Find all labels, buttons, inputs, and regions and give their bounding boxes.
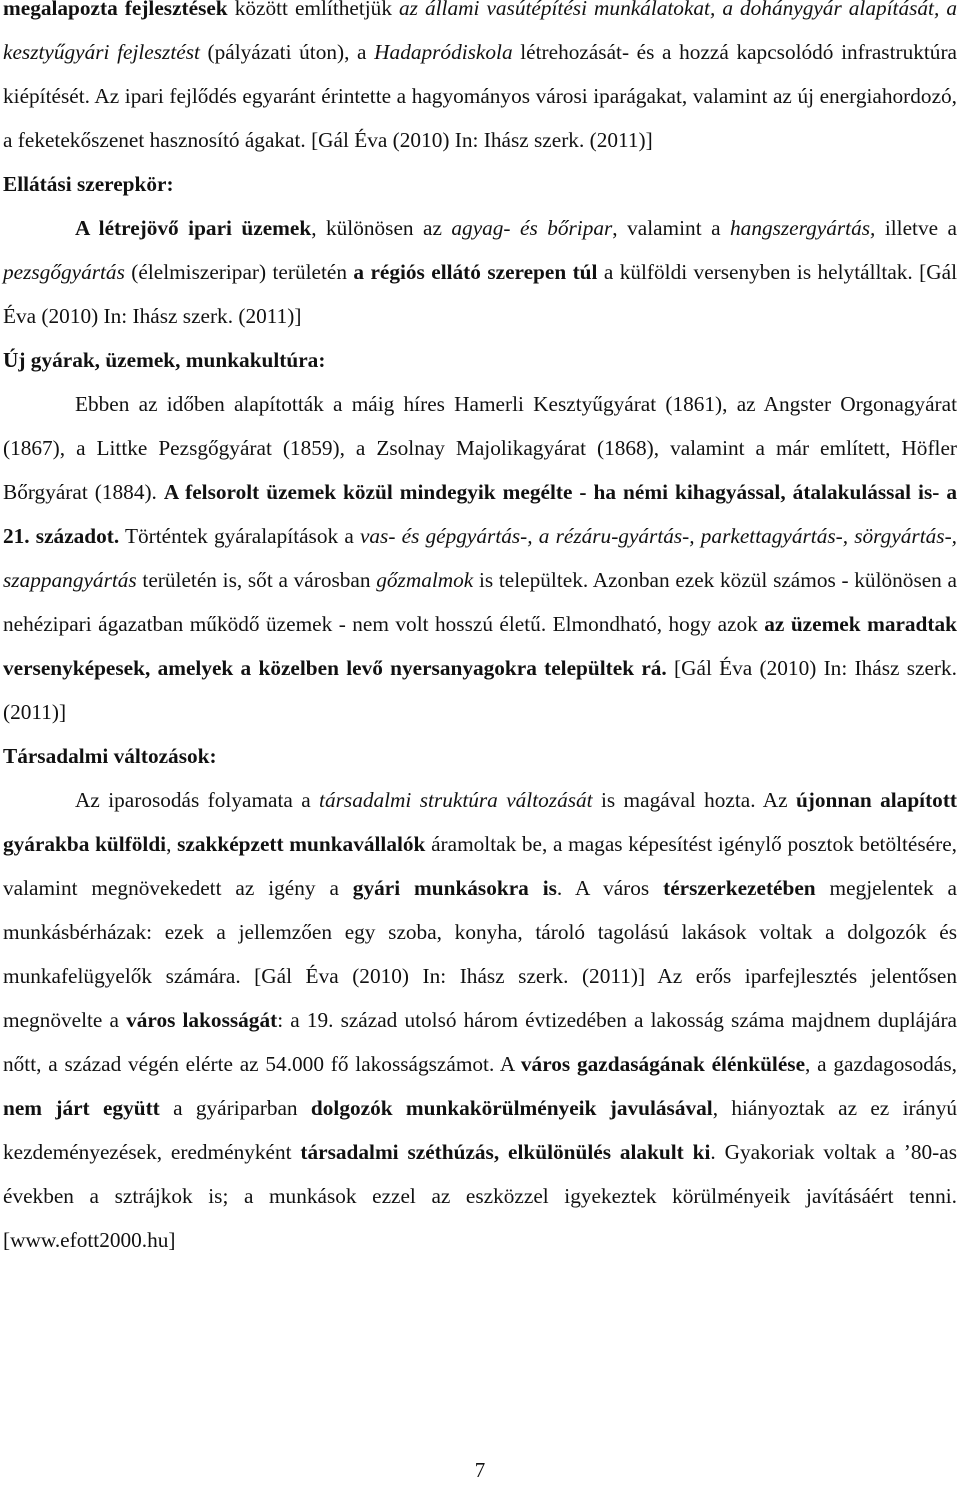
bold-phrase: térszerkezetében bbox=[663, 876, 816, 900]
italic-phrase: társadalmi struktúra változását bbox=[319, 788, 593, 812]
text-run: (pályázati úton), a bbox=[199, 40, 375, 64]
italic-phrase: vas- és gépgyártás-, a rézáru-gyártás-, parkettagyártás-, sörgyártás-, szappangyártás bbox=[3, 524, 957, 592]
text-run: : a 19. század utolsó három évtizedében a lakosság száma majdnem duplájára nőtt, a század végén elérte az 54.000 fő lakosságszámot. A bbox=[3, 1008, 958, 1076]
page-number: 7 bbox=[474, 1458, 486, 1482]
text-run: áramoltak be, a magas képesítést igénylő posztok betöltésére, valamint megnövekedett az igény a bbox=[3, 832, 957, 900]
bold-phrase: az üzemek maradtak versenyképesek, amelyek a közelben levő nyersanyagokra települtek rá. bbox=[3, 612, 957, 680]
italic-phrase: hangszergyártás, bbox=[730, 216, 876, 240]
text-run: , hiányoztak az ez irányú kezdeményezések, eredményként bbox=[3, 1096, 957, 1164]
paragraph-industrial-development bbox=[3, 0, 957, 162]
text-run: Történtek gyáralapítások a bbox=[119, 524, 360, 548]
bold-phrase: város lakosságát bbox=[126, 1008, 278, 1032]
text-run: Az iparosodás folyamata a bbox=[75, 788, 320, 812]
heading-uj-gyarak: Új gyárak, üzemek, munkakultúra: bbox=[3, 348, 326, 372]
italic-phrase: az állami vasútépítési munkálatokat, a dohánygyár alapítását, a kesztyűgyári fejlesztést bbox=[3, 0, 957, 64]
text-run: a külföldi versenyben is helytálltak. [Gál Éva (2010) In: Ihász szerk. (2011)] bbox=[3, 260, 957, 328]
italic-phrase: agyag- és bőripar bbox=[451, 216, 613, 240]
bold-phrase: dolgozók munkakörülményeik javulásával bbox=[310, 1096, 713, 1120]
bold-phrase: város gazdaságának élénkülése bbox=[520, 1052, 806, 1076]
text-run: között említhetjük bbox=[227, 0, 400, 20]
heading-ellatasi-szerepkor: Ellátási szerepkör: bbox=[3, 172, 174, 196]
bold-phrase: társadalmi széthúzás, elkülönülés alakult ki bbox=[300, 1140, 711, 1164]
text-run: területén is, sőt a városban bbox=[136, 568, 377, 592]
text-run: , különösen az bbox=[311, 216, 452, 240]
text-run: megjelentek a munkásbérházak: ezek a jellemzően egy szoba, konyha, tároló tagolású lakások voltak a dolgozók és munkafelügyelők számára. [Gál Éva (2010) In: Ihász szerk. (2011)] Az erős iparfejlesztés jelentősen megnövelte a bbox=[3, 876, 957, 1032]
heading-tarsadalmi-valtozasok: Társadalmi változások: bbox=[3, 744, 217, 768]
bold-phrase: újonnan alapított gyárakba külföldi bbox=[3, 788, 958, 856]
text-run: Ebben az időben alapították a máig híres Hamerli Kesztyűgyárat (1861), az Angster Orgonagyárat (1867), a Littke Pezsgőgyárat (1859), a Zsolnay Majolikagyárat (1868), valamint a már említett, Höfler Bőrgyárat (1884). bbox=[3, 392, 957, 504]
text-run: illetve a bbox=[875, 216, 957, 240]
text-run: , bbox=[166, 832, 178, 856]
bold-phrase: szakképzett munkavállalók bbox=[177, 832, 426, 856]
document-page bbox=[3, 0, 957, 1262]
text-run: is magával hozta. Az bbox=[592, 788, 796, 812]
text-run: (élelmiszeripar) területén bbox=[124, 260, 354, 284]
bold-phrase: nem járt együtt bbox=[3, 1096, 160, 1120]
text-run: is települtek. Azonban ezek közül számos - különösen a nehézipari ágazatban működő üzemek - nem volt hosszú életű. Elmondható, hogy azok bbox=[3, 568, 957, 636]
text-run: , a gazdagosodás, bbox=[805, 1052, 957, 1076]
text-run: létrehozását- és a hozzá kapcsolódó infrastruktúra kiépítését. Az ipari fejlődés egyaránt érintette a hagyományos városi iparágakat, valamint az új energiahordozó, a feketekőszenet hasznosító ágakat. [Gál Éva (2010) In: Ihász szerk. (2011)] bbox=[3, 40, 958, 152]
text-run: . A város bbox=[556, 876, 664, 900]
italic-phrase: gőzmalmok bbox=[376, 568, 474, 592]
text-run: a gyáriparban bbox=[159, 1096, 311, 1120]
bold-phrase: a régiós ellátó szerepen túl bbox=[353, 260, 598, 284]
bold-phrase: megalapozta fejlesztések bbox=[3, 0, 228, 20]
bold-phrase: gyári munkásokra is bbox=[352, 876, 557, 900]
paragraph-ellatasi bbox=[3, 206, 957, 338]
bold-phrase: A felsorolt üzemek közül mindegyik megélte - ha némi kihagyással, átalakulással is- a 21. századot. bbox=[3, 480, 957, 548]
paragraph-tarsadalmi bbox=[3, 778, 957, 1262]
italic-phrase: Hadapródiskola bbox=[374, 40, 513, 64]
text-run: . Gyakoriak voltak a ’80-as években a sztrájkok is; a munkások ezzel az eszközzel igyekeztek körülményeik javításáért tenni. [www.efott2000.hu] bbox=[3, 1140, 957, 1252]
paragraph-uj-gyarak bbox=[3, 382, 957, 734]
text-run: [Gál Éva (2010) In: Ihász szerk. (2011)] bbox=[3, 656, 957, 724]
bold-phrase: A létrejövő ipari üzemek bbox=[75, 216, 312, 240]
text-run: , valamint a bbox=[612, 216, 731, 240]
italic-phrase: pezsgőgyártás bbox=[3, 260, 125, 284]
